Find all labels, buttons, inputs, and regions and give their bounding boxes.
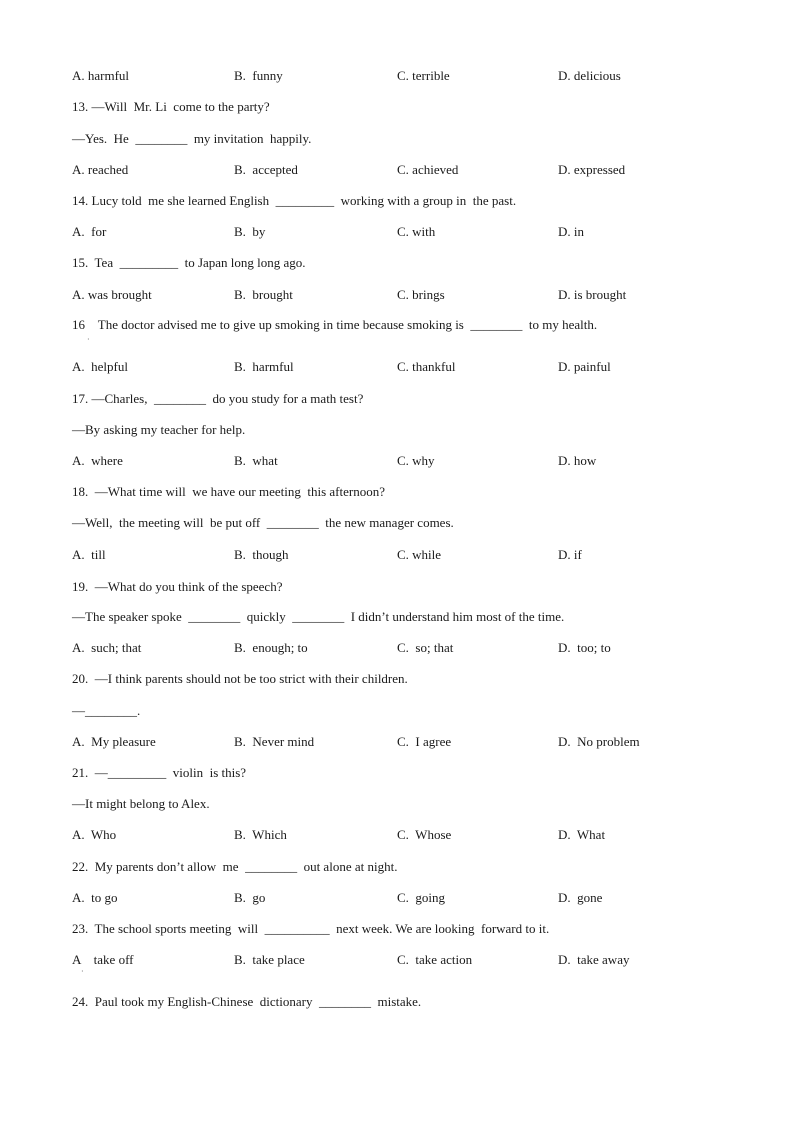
q16-option-b: B. harmful <box>234 359 294 374</box>
q13-option-b: B. accepted <box>234 162 298 177</box>
q13-option-d: D. expressed <box>558 162 626 177</box>
q20-option-d: D. No problem <box>558 734 640 749</box>
q22-option-a: A. to go <box>72 890 118 905</box>
q24-stem: 24. Paul took my English-Chinese dictionary ________ mistake. <box>72 994 422 1009</box>
q19-options <box>72 640 752 656</box>
q12-option-d: D. delicious <box>558 68 621 83</box>
q17-reply: —By asking my teacher for help. <box>72 422 246 437</box>
q13-option-c: C. achieved <box>397 162 459 177</box>
q20-option-c: C. I agree <box>397 734 452 749</box>
q21-reply: —It might belong to Alex. <box>72 796 210 811</box>
q22-option-c: C. going <box>397 890 446 905</box>
q23-option-d: D. take away <box>558 952 630 967</box>
q17-stem: 17. —Charles, ________ do you study for a math test? <box>72 391 364 406</box>
q16-option-d: D. painful <box>558 359 611 374</box>
q23-option-c: C. take action <box>397 952 473 967</box>
q18-option-a: A. till <box>72 547 106 562</box>
q16-options <box>72 359 752 375</box>
q20-options <box>72 734 752 750</box>
q14-option-d: D. in <box>558 224 584 239</box>
q21-option-d: D. What <box>558 827 606 842</box>
q19-option-d: D. too; to <box>558 640 611 655</box>
q21-options <box>72 827 752 843</box>
q17-option-c: C. why <box>397 453 435 468</box>
q22-stem: 22. My parents don’t allow me ________ out alone at night. <box>72 859 398 874</box>
q12-option-c: C. terrible <box>397 68 450 83</box>
q20-reply: —________. <box>72 703 141 718</box>
q13-reply: —Yes. He ________ my invitation happily. <box>72 131 312 146</box>
q21-option-b: B. Which <box>234 827 287 842</box>
q22-option-d: D. gone <box>558 890 603 905</box>
q18-options <box>72 547 752 563</box>
q18-stem: 18. —What time will we have our meeting this afternoon? <box>72 484 385 499</box>
q13-stem: 13. —Will Mr. Li come to the party? <box>72 99 270 114</box>
q16-stem: 16 The doctor advised me to give up smoking in time because smoking is ________ to my health. <box>72 317 598 332</box>
q18-option-d: D. if <box>558 547 582 562</box>
q18-option-c: C. while <box>397 547 442 562</box>
q19-option-c: C. so; that <box>397 640 454 655</box>
q19-option-a: A. such; that <box>72 640 142 655</box>
q15-option-c: C. brings <box>397 287 445 302</box>
q23-option-b: B. take place <box>234 952 305 967</box>
q17-option-a: A. where <box>72 453 123 468</box>
q20-option-b: B. Never mind <box>234 734 315 749</box>
q14-options <box>72 224 752 240</box>
q15-option-b: B. brought <box>234 287 293 302</box>
q20-option-a: A. My pleasure <box>72 734 156 749</box>
q14-option-c: C. with <box>397 224 436 239</box>
q13-option-a: A. reached <box>72 162 129 177</box>
q14-stem: 14. Lucy told me she learned English _________ working with a group in the past. <box>72 193 517 208</box>
q18-reply: —Well, the meeting will be put off ________ the new manager comes. <box>72 515 454 530</box>
q12-option-a: A. harmful <box>72 68 130 83</box>
q14-option-a: A. for <box>72 224 107 239</box>
q23-stem: 23. The school sports meeting will __________ next week. We are looking forward to it. <box>72 921 550 936</box>
q15-option-a: A. was brought <box>72 287 152 302</box>
q19-reply: —The speaker spoke ________ quickly ________ I didn’t understand him most of the time. <box>72 609 565 624</box>
q21-stem: 21. —_________ violin is this? <box>72 765 247 780</box>
q21-option-a: A. Who <box>72 827 117 842</box>
q23-option-a: A take off <box>72 952 134 967</box>
q22-option-b: B. go <box>234 890 266 905</box>
q19-option-b: B. enough; to <box>234 640 308 655</box>
stray-dot-mark: · <box>81 967 84 976</box>
q23-options <box>72 952 752 968</box>
stray-dot-mark: · <box>87 335 90 344</box>
q17-option-d: D. how <box>558 453 597 468</box>
q18-option-b: B. though <box>234 547 289 562</box>
q17-option-b: B. what <box>234 453 278 468</box>
q15-stem: 15. Tea _________ to Japan long long ago. <box>72 255 306 270</box>
q15-option-d: D. is brought <box>558 287 627 302</box>
q21-option-c: C. Whose <box>397 827 452 842</box>
q13-options <box>72 162 752 178</box>
q12-option-b: B. funny <box>234 68 283 83</box>
q15-options <box>72 287 752 303</box>
q17-options <box>72 453 752 469</box>
q16-option-a: A. helpful <box>72 359 128 374</box>
q14-option-b: B. by <box>234 224 266 239</box>
q16-option-c: C. thankful <box>397 359 456 374</box>
q12-options <box>72 68 752 84</box>
q22-options <box>72 890 752 906</box>
q20-stem: 20. —I think parents should not be too strict with their children. <box>72 671 408 686</box>
q19-stem: 19. —What do you think of the speech? <box>72 579 283 594</box>
